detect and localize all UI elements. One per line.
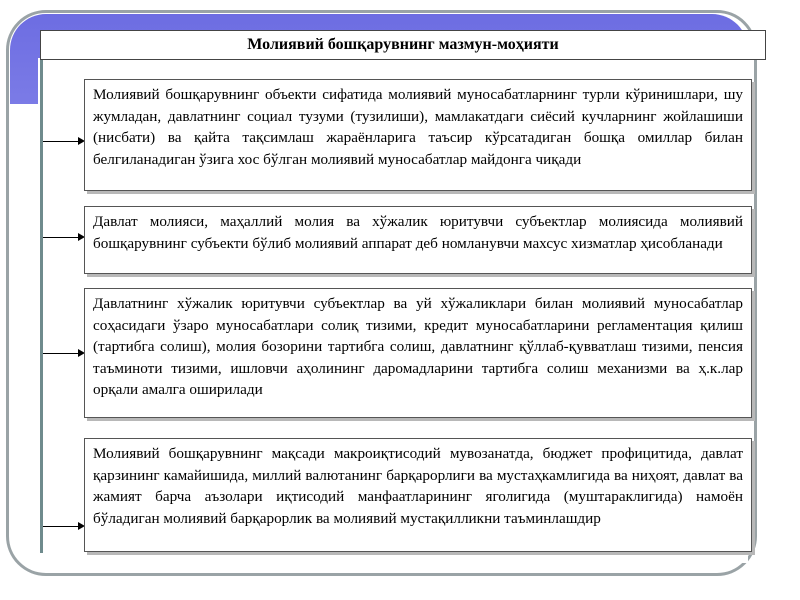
box-object: Молиявий бошқарувнинг объекти сифатида молиявий муносабатларнинг турли кўринишлари, шу жумладан, давлатнинг социал тузуми (тузилиши), мамлакатдаги сиёсий кучларнинг жойлашиши (нисбати) ва қайта тақсимлаш жараёнларига таъсир кўрсатадиган бошқа омиллар билан белгиланадиган ўзига хос бўлган молиявий муносабатлар майдонга чиқади	[84, 79, 752, 191]
arrow-to-box-4	[43, 526, 83, 527]
arrow-to-box-3	[43, 353, 83, 354]
arrow-to-box-1	[43, 141, 83, 142]
connector-line	[40, 58, 43, 553]
diagram-title: Молиявий бошқарувнинг мазмун-моҳияти	[40, 30, 766, 60]
arrow-to-box-2	[43, 237, 83, 238]
box-relations: Давлатнинг хўжалик юритувчи субъектлар ва уй хўжаликлари билан молиявий муносабатлар соҳасидаги ўзаро муносабатлари солиқ тизими, кредит муносабатларини регламентация қилиш (тартибга солиш), молия бозорини тартибга солиш, давлатнинг қўллаб-қувватлаш тизими, пенсия таъминоти тизими, ишловчи аҳолининг даромадларини тартибга солиш механизми ва ҳ.к.лар орқали амалга оширилади	[84, 288, 752, 418]
box-subject: Давлат молияси, маҳаллий молия ва хўжалик юритувчи субъектлар молиясида молиявий бошқарувнинг субъекти бўлиб молиявий аппарат деб номланувчи махсус хизматлар ҳисобланади	[84, 206, 752, 274]
box-goal: Молиявий бошқарувнинг мақсади макроиқтисодий мувозанатда, бюджет профицитида, давлат қарзининг камайишида, миллий валютанинг барқарорлиги ва мустаҳкамлигида ва ниҳоят, давлат ва жамият барча аъзолари иқтисодий манфаатларининг яголигида (муштараклигида) намоён бўладиган молиявий барқарорлик ва молиявий мустақилликни таъминлашдир	[84, 438, 752, 552]
